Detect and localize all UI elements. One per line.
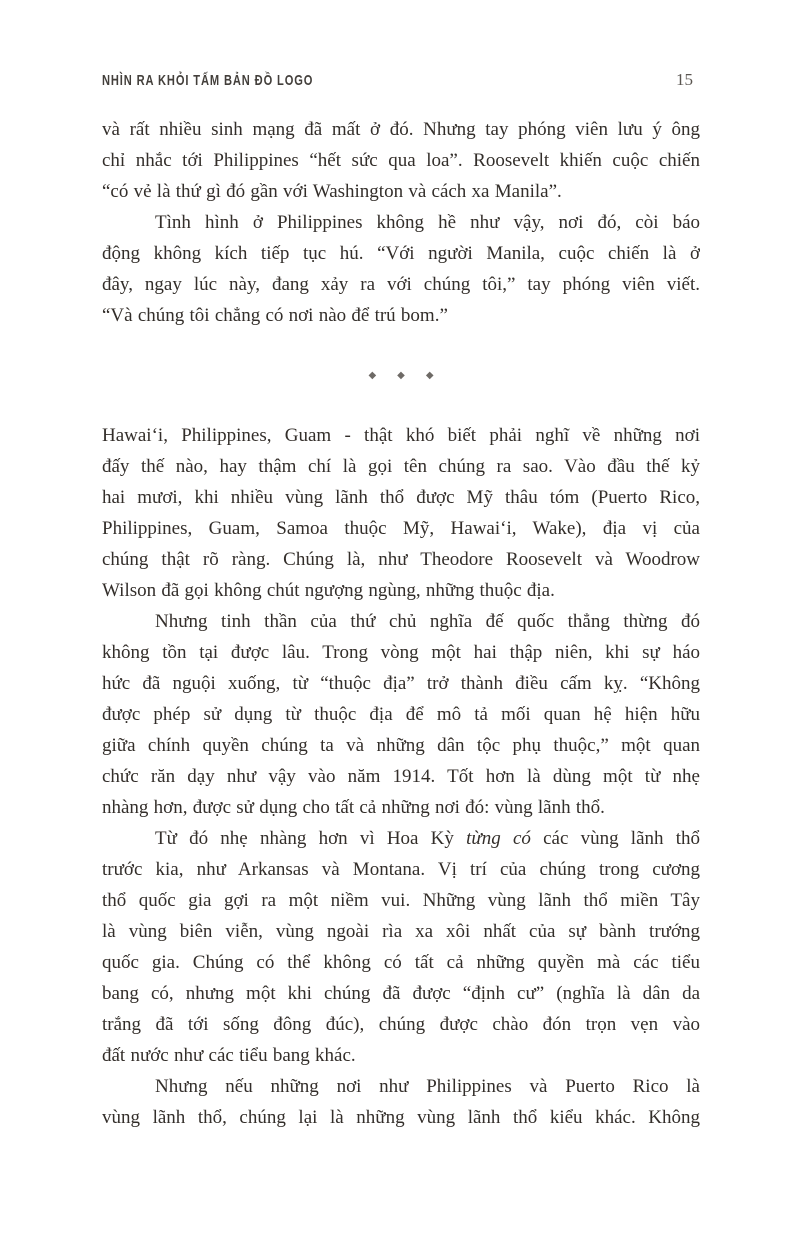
text-line: vùng lãnh thổ, chúng lại là những vùng lãnh thổ kiểu khác. Không: [102, 1107, 700, 1128]
text-line: Tình hình ở Philippines không hề như vậy, nơi đó, còi báo: [155, 212, 700, 233]
text-line: Hawaiʻi, Philippines, Guam - thật khó biết phải nghĩ về những nơi: [102, 425, 700, 446]
text-line: chỉ nhắc tới Philippines “hết sức qua loa”. Roosevelt khiến cuộc chiến: [102, 150, 700, 171]
page-header: [102, 70, 700, 90]
text-line: thổ quốc gia gợi ra một niềm vui. Những vùng lãnh thổ miền Tây: [102, 890, 700, 911]
text-line: “Và chúng tôi chẳng có nơi nào để trú bom.”: [102, 305, 448, 326]
paragraph: [102, 823, 700, 1071]
text-line: không tồn tại được lâu. Trong vòng một hai thập niên, khi sự háo: [102, 642, 700, 663]
paragraph: [102, 114, 700, 207]
diamond-icon: ◆: [425, 370, 434, 381]
text-line: đất nước như các tiểu bang khác.: [102, 1045, 356, 1066]
text-line: được phép sử dụng từ thuộc địa để mô tả mối quan hệ hiện hữu: [102, 704, 700, 725]
text-line: quốc gia. Chúng có thể không có tất cả những quyền mà các tiểu: [102, 952, 700, 973]
text-line: đây, ngay lúc này, đang xảy ra với chúng tôi,” tay phóng viên viết.: [102, 274, 700, 295]
text-line: Philippines, Guam, Samoa thuộc Mỹ, Hawaiʻi, Wake), địa vị của: [102, 518, 700, 539]
text-line: giữa chính quyền chúng ta và những dân tộc phụ thuộc,” một quan: [102, 735, 700, 756]
text-line: bang có, nhưng một khi chúng đã được “định cư” (nghĩa là dân da: [102, 983, 700, 1004]
text-line: chúng thật rõ ràng. Chúng là, như Theodore Roosevelt và Woodrow: [102, 549, 700, 570]
paragraph: [102, 606, 700, 823]
text-line: động không kích tiếp tục hú. “Với người Manila, cuộc chiến là ở: [102, 243, 700, 264]
text-line: đấy thế nào, hay thậm chí là gọi tên chúng ra sao. Vào đầu thế kỷ: [102, 456, 700, 477]
paragraph: [102, 420, 700, 606]
paragraph: [102, 207, 700, 331]
text-line: Từ đó nhẹ nhàng hơn vì Hoa Kỳ từng có các vùng lãnh thổ: [155, 828, 700, 849]
text-line: Nhưng nếu những nơi như Philippines và Puerto Rico là: [155, 1076, 700, 1097]
text-line: trắng đã tới sống đông đúc), chúng được chào đón trọn vẹn vào: [102, 1014, 700, 1035]
paragraph: [102, 1071, 700, 1133]
text-line: chức răn dạy như vậy vào năm 1914. Tốt hơn là dùng một từ nhẹ: [102, 766, 700, 787]
text-line: hai mươi, khi nhiều vùng lãnh thổ được Mỹ thâu tóm (Puerto Rico,: [102, 487, 700, 508]
text-line: trước kia, như Arkansas và Montana. Vị trí của chúng trong cương: [102, 859, 700, 880]
diamond-icon: ◆: [397, 370, 405, 381]
text-line: là vùng biên viễn, vùng ngoài rìa xa xôi nhất của sự bành trướng: [102, 921, 700, 942]
body-text: [102, 114, 700, 1133]
page-number: 15: [676, 70, 693, 89]
text-line: và rất nhiều sinh mạng đã mất ở đó. Nhưng tay phóng viên lưu ý ông: [102, 119, 700, 140]
section-separator: [102, 331, 700, 420]
text-line: Wilson đã gọi không chút ngượng ngùng, những thuộc địa.: [102, 580, 555, 601]
text-line: Nhưng tinh thần của thứ chủ nghĩa đế quốc thẳng thừng đó: [155, 611, 700, 632]
text-line: nhàng hơn, được sử dụng cho tất cả những nơi đó: vùng lãnh thổ.: [102, 797, 605, 818]
running-head-title: NHÌN RA KHỎI TẤM BẢN ĐỒ LOGO: [102, 72, 314, 89]
diamond-icon: ◆: [368, 370, 377, 381]
text-line: hức đã nguội xuống, từ “thuộc địa” trở thành điều cấm kỵ. “Không: [102, 673, 700, 694]
text-line: “có vẻ là thứ gì đó gần với Washington và cách xa Manila”.: [102, 181, 562, 202]
